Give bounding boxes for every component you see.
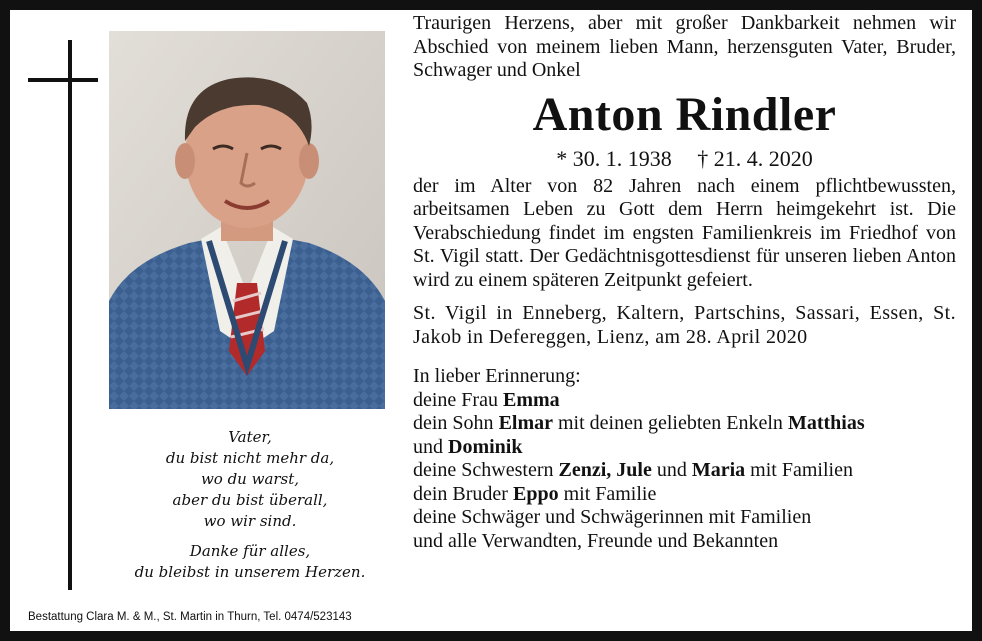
intro-text: Traurigen Herzens, aber mit großer Dankbarkeit nehmen wir Abschied von meinem lieben Mann, herzensguten Vater, Bruder, Schwager und Onkel bbox=[413, 12, 956, 81]
memory-line: deine Schwestern Zenzi, Jule und Maria mit Familien bbox=[413, 459, 853, 481]
memory-line: und alle Verwandten, Freunde und Bekannten bbox=[413, 529, 779, 552]
memory-line: dein Bruder Eppo mit Familie bbox=[413, 482, 657, 505]
portrait-photo bbox=[109, 31, 385, 409]
memory-line: deine Frau Emma bbox=[413, 388, 560, 411]
memory-line: dein Sohn Elmar mit deinen geliebten Enkeln Matthias bbox=[413, 412, 865, 434]
funeral-home-footer: Bestattung Clara M. & M., St. Martin in Thurn, Tel. 0474/523143 bbox=[28, 611, 352, 623]
death-date: † 21. 4. 2020 bbox=[697, 145, 813, 171]
poem-line: du bist nicht mehr da, bbox=[165, 449, 335, 467]
deceased-name: Anton Rindler bbox=[532, 87, 837, 141]
poem-line: wo wir sind. bbox=[203, 512, 297, 530]
poem-line: wo du warst, bbox=[200, 470, 300, 488]
memory-heading: In lieber Erinnerung: bbox=[413, 365, 581, 387]
memory-line: und Dominik bbox=[413, 435, 523, 458]
cross-icon-bar bbox=[28, 78, 98, 82]
places-date: St. Vigil in Enneberg, Kaltern, Partschins, Sassari, Essen, St. Jakob in Defereggen, Lienz, am 28. April 2020 bbox=[413, 302, 956, 348]
memory-line: deine Schwäger und Schwägerinnen mit Familien bbox=[413, 506, 812, 528]
poem-line: Danke für alles, bbox=[189, 542, 311, 560]
poem-line: aber du bist überall, bbox=[172, 491, 328, 509]
poem-line: du bleibst in unserem Herzen. bbox=[134, 563, 366, 581]
memory-list bbox=[413, 365, 956, 553]
poem-line: Vater, bbox=[228, 428, 272, 446]
cross-icon bbox=[68, 40, 72, 590]
life-dates bbox=[413, 145, 956, 173]
birth-date: * 30. 1. 1938 bbox=[556, 145, 672, 171]
poem bbox=[130, 427, 370, 583]
body-text: der im Alter von 82 Jahren nach einem pflichtbewussten, arbeitsamen Leben zu Gott dem Herrn heimgekehrt ist. Die Verabschiedung findet im engsten Familienkreis im Friedhof von St. Vigil statt. Der Gedächtnisgottesdienst für unseren lieben Anton wird zu einem späteren Zeitpunkt gefeiert. bbox=[413, 174, 956, 291]
obituary-text bbox=[413, 12, 956, 553]
